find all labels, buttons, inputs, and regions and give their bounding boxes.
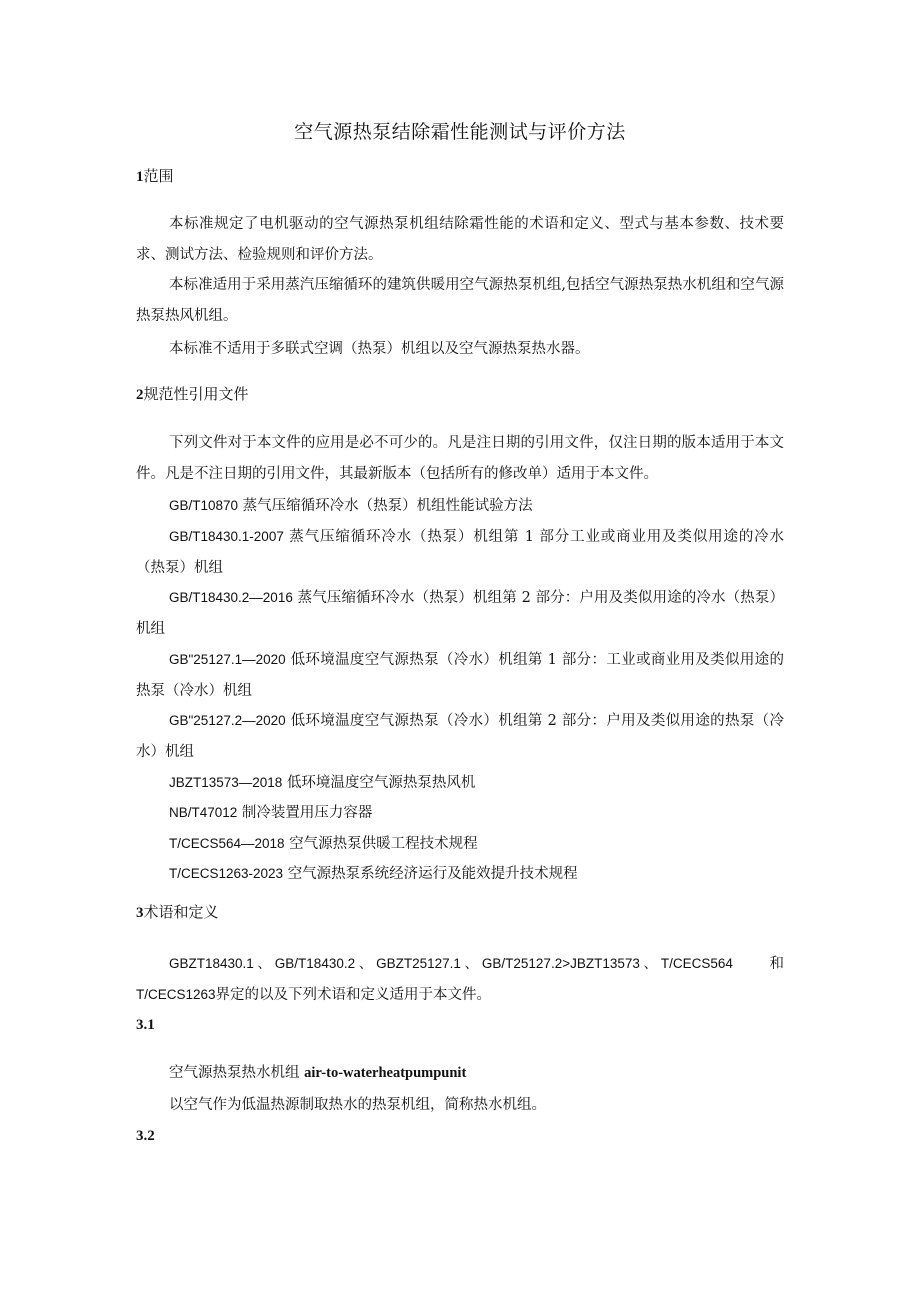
reference-title: 空气源热泵系统经济运行及能效提升技术规程 [287,866,578,882]
reference-code: T/CECS564—2018 [169,836,285,851]
intro-tail: 界定的以及下列术语和定义适用于本文件。 [215,987,492,1003]
term-english: air-to-waterheatpumpunit [304,1065,467,1081]
section-title: 规范性引用文件 [143,385,249,403]
reference-title: 低环境温度空气源热泵（冷水）机组第 2 部分：户用及类似用途的热泵（冷水）机组 [136,713,784,760]
term-entry [169,1061,466,1082]
reference-title: 蒸气压缩循环冷水（热泵）机组第 1 部分工业或商业用及类似用途的冷水（热泵）机组 [136,529,784,576]
section-2-heading [136,384,249,405]
reference-code: T/CECS1263-2023 [169,866,284,881]
reference-title: 制冷装置用压力容器 [241,805,373,821]
section-number: 3 [136,905,144,921]
reference-title: 蒸气压缩循环冷水（热泵）机组第 2 部分：户用及类似用途的冷水（热泵）机组 [136,590,784,637]
paragraph: 下列文件对于本文件的应用是必不可少的。凡是注日期的引用文件，仅注日期的版本适用于本文件。凡是不注日期的引用文件，其最新版本（包括所有的修改单）适用于本文件。 [136,435,784,482]
reference-code: GB"25127.2—2020 [169,713,286,728]
reference-item [136,644,784,707]
reference-item [136,582,784,645]
paragraph: 本标准规定了电机驱动的空气源热泵机组结除霜性能的术语和定义、型式与基本参数、技术要求、测试方法、检验规则和评价方法。 [136,216,784,263]
paragraph: 本标准不适用于多联式空调（热泵）机组以及空气源热泵热水器。 [169,341,590,357]
section-title: 术语和定义 [143,903,219,921]
reference-item [136,828,784,860]
reference-code: GB"25127.1—2020 [169,652,286,667]
reference-title: 空气源热泵供暖工程技术规程 [289,836,478,852]
reference-item [136,767,784,799]
terms-intro-line-2 [136,983,491,1004]
section-number: 1 [136,169,144,185]
reference-item [136,490,784,522]
section-title: 范围 [143,167,174,185]
document-title: 空气源热泵结除霜性能测试与评价方法 [294,121,626,143]
reference-code: NB/T47012 [169,805,238,820]
section-3-heading [136,902,219,923]
reference-title: 蒸气压缩循环冷水（热泵）机组性能试验方法 [242,498,533,514]
terms-intro-line-1 [169,952,784,973]
reference-item [136,521,784,584]
reference-title: 低环境温度空气源热泵热风机 [286,775,476,791]
section-1-heading [136,166,174,187]
intro-code: T/CECS1263 [136,987,216,1002]
reference-item [136,705,784,768]
clause-number: 3.2 [136,1128,155,1144]
term-chinese: 空气源热泵热水机组 [169,1065,300,1081]
reference-code: JBZT13573—2018 [169,775,283,790]
reference-code: GB/T18430.2—2016 [169,590,293,605]
section-number: 2 [136,387,144,403]
reference-item [136,797,784,829]
reference-code: GB/T10870 [169,498,239,513]
reference-title: 低环境温度空气源热泵（冷水）机组第 1 部分：工业或商业用及类似用途的热泵（冷水）机组 [136,652,784,699]
reference-code: GB/T18430.1-2007 [169,529,284,544]
intro-and: 和 [769,956,784,972]
paragraph: 本标准适用于采用蒸汽压缩循环的建筑供暖用空气源热泵机组,包括空气源热泵热水机组和空气源热泵热风机组。 [136,277,784,324]
clause-number: 3.1 [136,1017,155,1033]
term-definition: 以空气作为低温热源制取热水的热泵机组，简称热水机组。 [169,1097,546,1113]
reference-item [136,858,784,890]
intro-codes: GBZT18430.1 、 GB/T18430.2 、 GBZT25127.1 、 GB/T25127.2>JBZT13573 、 T/CECS564 [169,956,733,971]
